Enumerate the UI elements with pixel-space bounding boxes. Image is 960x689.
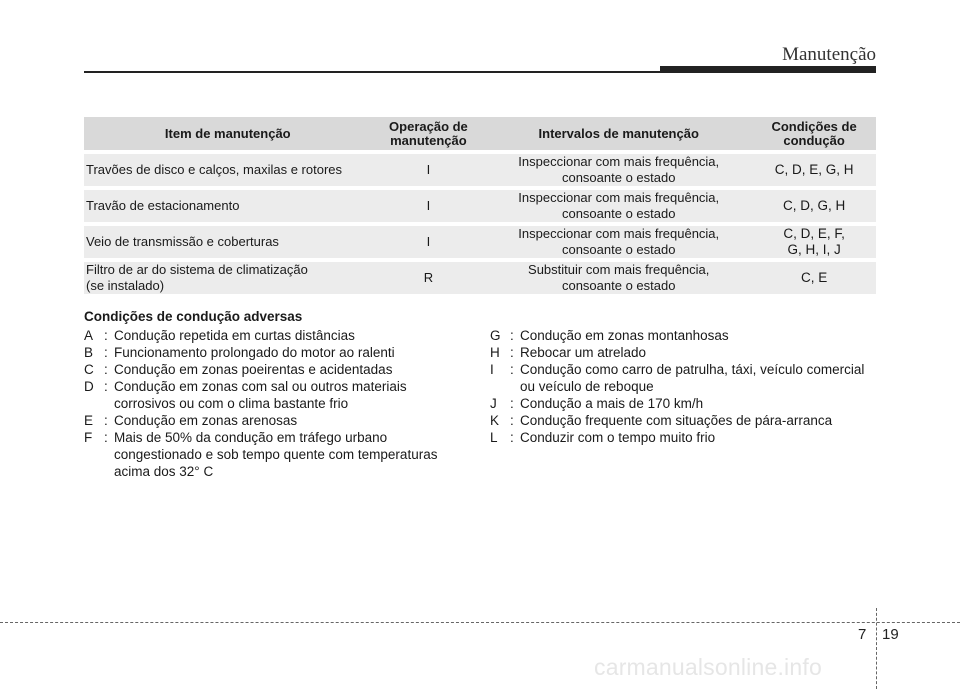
cell-operation: I — [372, 154, 486, 186]
table-row — [84, 226, 876, 258]
header-rule-thick — [660, 66, 876, 73]
cell-operation: I — [372, 190, 486, 222]
cell-item: Filtro de ar do sistema de climatização (se instalado) — [84, 262, 372, 294]
list-item: D : Condução em zonas com sal ou outros materiais corrosivos ou com o clima bastante frio — [84, 379, 407, 411]
watermark: carmanualsonline.info — [594, 654, 822, 680]
header-conditions: Condições de condução — [752, 117, 876, 150]
list-item: L : Conduzir com o tempo muito frio — [490, 430, 716, 445]
cell-interval: Inspeccionar com mais frequência, consoante o estado — [485, 190, 752, 222]
list-item: E : Condução em zonas arenosas — [84, 413, 298, 428]
adverse-list-right — [490, 327, 880, 446]
adverse-conditions-title: Condições de condução adversas — [84, 309, 303, 324]
cell-operation: R — [372, 262, 486, 294]
footer-divider — [0, 622, 960, 623]
cell-conditions: C, D, G, H — [752, 190, 876, 222]
cell-conditions: C, D, E, G, H — [752, 154, 876, 186]
page-header-title: Manutenção — [782, 44, 876, 65]
table-row — [84, 262, 876, 294]
cell-operation: I — [372, 226, 486, 258]
cell-item: Travões de disco e calços, maxilas e rotores — [84, 154, 372, 186]
table-row — [84, 190, 876, 222]
cell-conditions: C, E — [752, 262, 876, 294]
footer-vertical-divider — [876, 608, 877, 689]
chapter-number: 7 — [858, 626, 867, 643]
header-item: Item de manutenção — [84, 117, 372, 150]
header-operation: Operação de manutenção — [372, 117, 486, 150]
list-item: J : Condução a mais de 170 km/h — [490, 396, 704, 411]
list-item: B : Funcionamento prolongado do motor ao ralenti — [84, 345, 395, 360]
table-row — [84, 154, 876, 186]
cell-conditions: C, D, E, F, G, H, I, J — [752, 226, 876, 258]
cell-interval: Inspeccionar com mais frequência, consoante o estado — [485, 226, 752, 258]
maintenance-table — [84, 113, 876, 298]
list-item: I : Condução como carro de patrulha, táxi, veículo comercial ou veículo de reboque — [490, 362, 865, 394]
list-item: K : Condução frequente com situações de pára-arranca — [490, 413, 833, 428]
header-intervals: Intervalos de manutenção — [485, 117, 752, 150]
cell-interval: Substituir com mais frequência, consoante o estado — [485, 262, 752, 294]
list-item: F : Mais de 50% da condução em tráfego urbano congestionado e sob tempo quente com temperaturas acima dos 32° C — [84, 430, 438, 479]
header-rule-thin — [84, 71, 660, 73]
list-item: C : Condução em zonas poeirentas e acidentadas — [84, 362, 393, 377]
adverse-list-left — [84, 327, 464, 480]
cell-interval: Inspeccionar com mais frequência, consoante o estado — [485, 154, 752, 186]
list-item: G : Condução em zonas montanhosas — [490, 328, 729, 343]
cell-item: Veio de transmissão e coberturas — [84, 226, 372, 258]
page-number: 19 — [882, 626, 899, 643]
list-item: H : Rebocar um atrelado — [490, 345, 647, 360]
cell-item: Travão de estacionamento — [84, 190, 372, 222]
table-header-row — [84, 117, 876, 150]
list-item: A : Condução repetida em curtas distâncias — [84, 328, 355, 343]
